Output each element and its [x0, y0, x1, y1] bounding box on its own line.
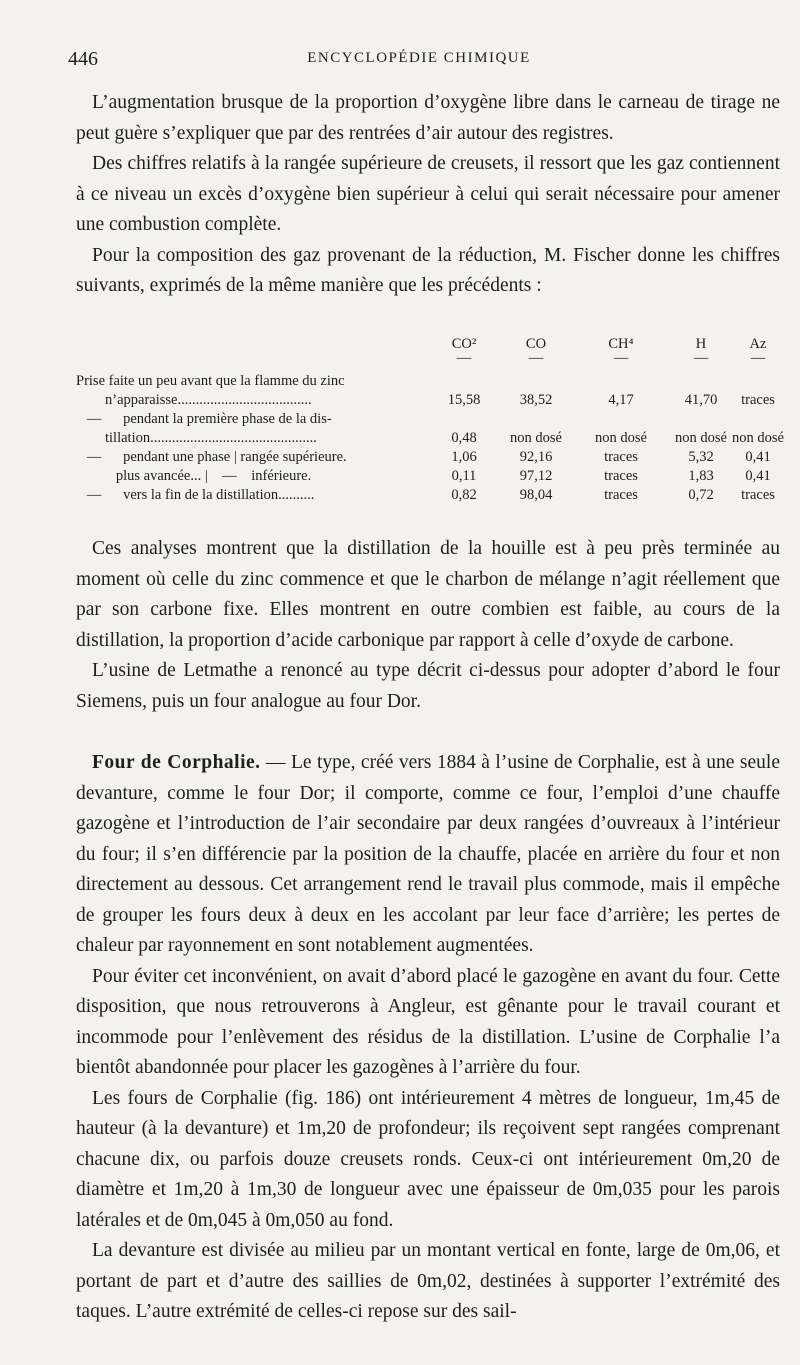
row-label: tillation.............................................. — [76, 430, 317, 446]
table-cell: non dosé — [675, 430, 727, 446]
paragraph: Les fours de Corphalie (fig. 186) ont intérieurement 4 mètres de longueur, 1m,45 de hauteur (à la devanture) et 1m,20 de profondeur; ils reçoivent sept rangées comprenant chacune dix, ou parfois douze creusets ronds. Ceux-ci ont intérieurement 0m,20 de diamètre et 1m,20 à 1m,30 de longueur avec une épaisseur de 0m,035 pour les parois latérales et de 0m,045 à 0m,050 au fond. — [76, 1087, 780, 1231]
paragraph: L’augmentation brusque de la proportion d’oxygène libre dans le carneau de tirage ne peut guère s’expliquer que par des rentrées d’air autour des registres. — [76, 92, 780, 144]
row-label: — pendant la première phase de la dis- — [76, 411, 332, 427]
column-header: CH⁴ — [608, 336, 634, 352]
column-header: CO² — [451, 336, 477, 352]
row-label: plus avancée... | — inférieure. — [76, 468, 312, 484]
row-label: — pendant une phase | rangée supérieure. — [76, 449, 347, 465]
table-cell: 15,58 — [447, 392, 481, 408]
section-heading: Four de Corphalie. — [92, 752, 261, 773]
column-header: Az — [749, 336, 767, 352]
table-cell: 1,06 — [451, 449, 477, 465]
row-label: — vers la fin de la distillation.......... — [76, 487, 315, 503]
table-cell: 92,16 — [519, 449, 553, 465]
table-cell: 0,48 — [451, 430, 477, 446]
running-title: ENCYCLOPÉDIE CHIMIQUE — [307, 50, 531, 66]
table-row — [76, 372, 780, 391]
table-cell: non dosé — [595, 430, 647, 446]
paragraph: La devanture est divisée au milieu par un montant vertical en fonte, large de 0m,06, et portant de part et d’autre des saillies de 0m,02, destinées à supporter l’extrémité des taques. L’autre extrémité de celles-ci repose sur des sail- — [76, 1240, 780, 1322]
table-row — [76, 429, 784, 448]
analysis-text — [76, 534, 780, 717]
paragraph: Pour éviter cet inconvénient, on avait d’abord placé le gazogène en avant du four. Cette disposition, que nous retrouverons à Angleur, est gênante pour le travail courant et incommode pour l’enlèvement des résidus de la distillation. L’usine de Corphalie l’a bientôt abandonnée pour placer les gazogènes à l’arrière du four. — [76, 965, 780, 1078]
table-cell: 98,04 — [519, 487, 553, 503]
table-cell: traces — [741, 392, 775, 408]
table-cell: traces — [604, 487, 638, 503]
paragraph: Pour la composition des gaz provenant de la réduction, M. Fischer donne les chiffres suivants, exprimés de la même manière que les précédents : — [76, 244, 780, 296]
table-cell: traces — [604, 468, 638, 484]
table-row — [76, 467, 780, 486]
table-cell: non dosé — [510, 430, 562, 446]
intro-text — [76, 88, 780, 302]
header-dash: — — [528, 350, 544, 366]
table-row — [76, 448, 780, 467]
table-cell: 4,17 — [608, 392, 634, 408]
section-first-text: — Le type, créé vers 1884 à l’usine de Corphalie, est à une seule devanture, comme le four Dor; il comporte, comme ce four, l’emploi d’une chauffe gazogène et l’introduction de l’air secondaire par deux rangées d’ouvreaux à l’intérieur du four; il s’en différencie par la position de la chauffe, placée en arrière du four et non directement au dessous. Cet arrangement rend le travail plus commode, mais il empêche de grouper les fours deux à deux en les accolant par leur face d’arrière; les pertes de chaleur par rayonnement en sont notablement augmentées. — [76, 752, 780, 956]
paragraph: L’usine de Letmathe a renoncé au type décrit ci-dessus pour adopter d’abord le four Siemens, puis un four analogue au four Dor. — [76, 660, 780, 712]
corphalie-section — [76, 748, 780, 1328]
paragraph: Ces analyses montrent que la distillation de la houille est à peu près terminée au moment où celle du zinc commence et que le charbon de mélange n’agit réellement que par son carbone fixe. Elles montrent en outre combien est faible, au cours de la distillation, la proportion d’acide carbonique par rapport à celle d’oxyde de carbone. — [76, 538, 780, 651]
table-row — [76, 486, 780, 505]
page-number: 446 — [68, 48, 98, 70]
table-cell: 0,11 — [451, 468, 477, 484]
header-rule-row — [76, 350, 780, 372]
section-paragraph — [76, 748, 780, 962]
header-dash: — — [750, 350, 766, 366]
paragraph: Des chiffres relatifs à la rangée supérieure de creusets, il ressort que les gaz contiennent à ce niveau un excès d’oxygène bien supérieur à celui qui serait nécessaire pour amener une combustion complète. — [76, 153, 780, 235]
row-label: Prise faite un peu avant que la flamme du zinc — [76, 373, 345, 389]
table-cell: 5,32 — [688, 449, 714, 465]
header-dash: — — [456, 350, 472, 366]
table-cell: 0,82 — [451, 487, 477, 503]
gas-composition-table — [76, 336, 784, 505]
table-cell: non dosé — [732, 430, 784, 446]
row-label: n’apparaisse..................................... — [76, 392, 312, 408]
table-cell: 0,72 — [688, 487, 714, 503]
page-header — [68, 48, 770, 74]
table-cell: 0,41 — [745, 449, 771, 465]
column-header: CO — [525, 336, 547, 352]
table-body — [76, 372, 784, 505]
table-cell: traces — [741, 487, 775, 503]
header-dash: — — [693, 350, 709, 366]
table-cell: traces — [604, 449, 638, 465]
header-dash: — — [613, 350, 629, 366]
table-cell: 38,52 — [519, 392, 553, 408]
table-cell: 97,12 — [519, 468, 553, 484]
table-cell: 1,83 — [688, 468, 714, 484]
table-cell: 0,41 — [745, 468, 771, 484]
table-row — [76, 391, 780, 410]
table-cell: 41,70 — [684, 392, 718, 408]
table-row — [76, 410, 780, 429]
column-header: H — [695, 336, 707, 352]
